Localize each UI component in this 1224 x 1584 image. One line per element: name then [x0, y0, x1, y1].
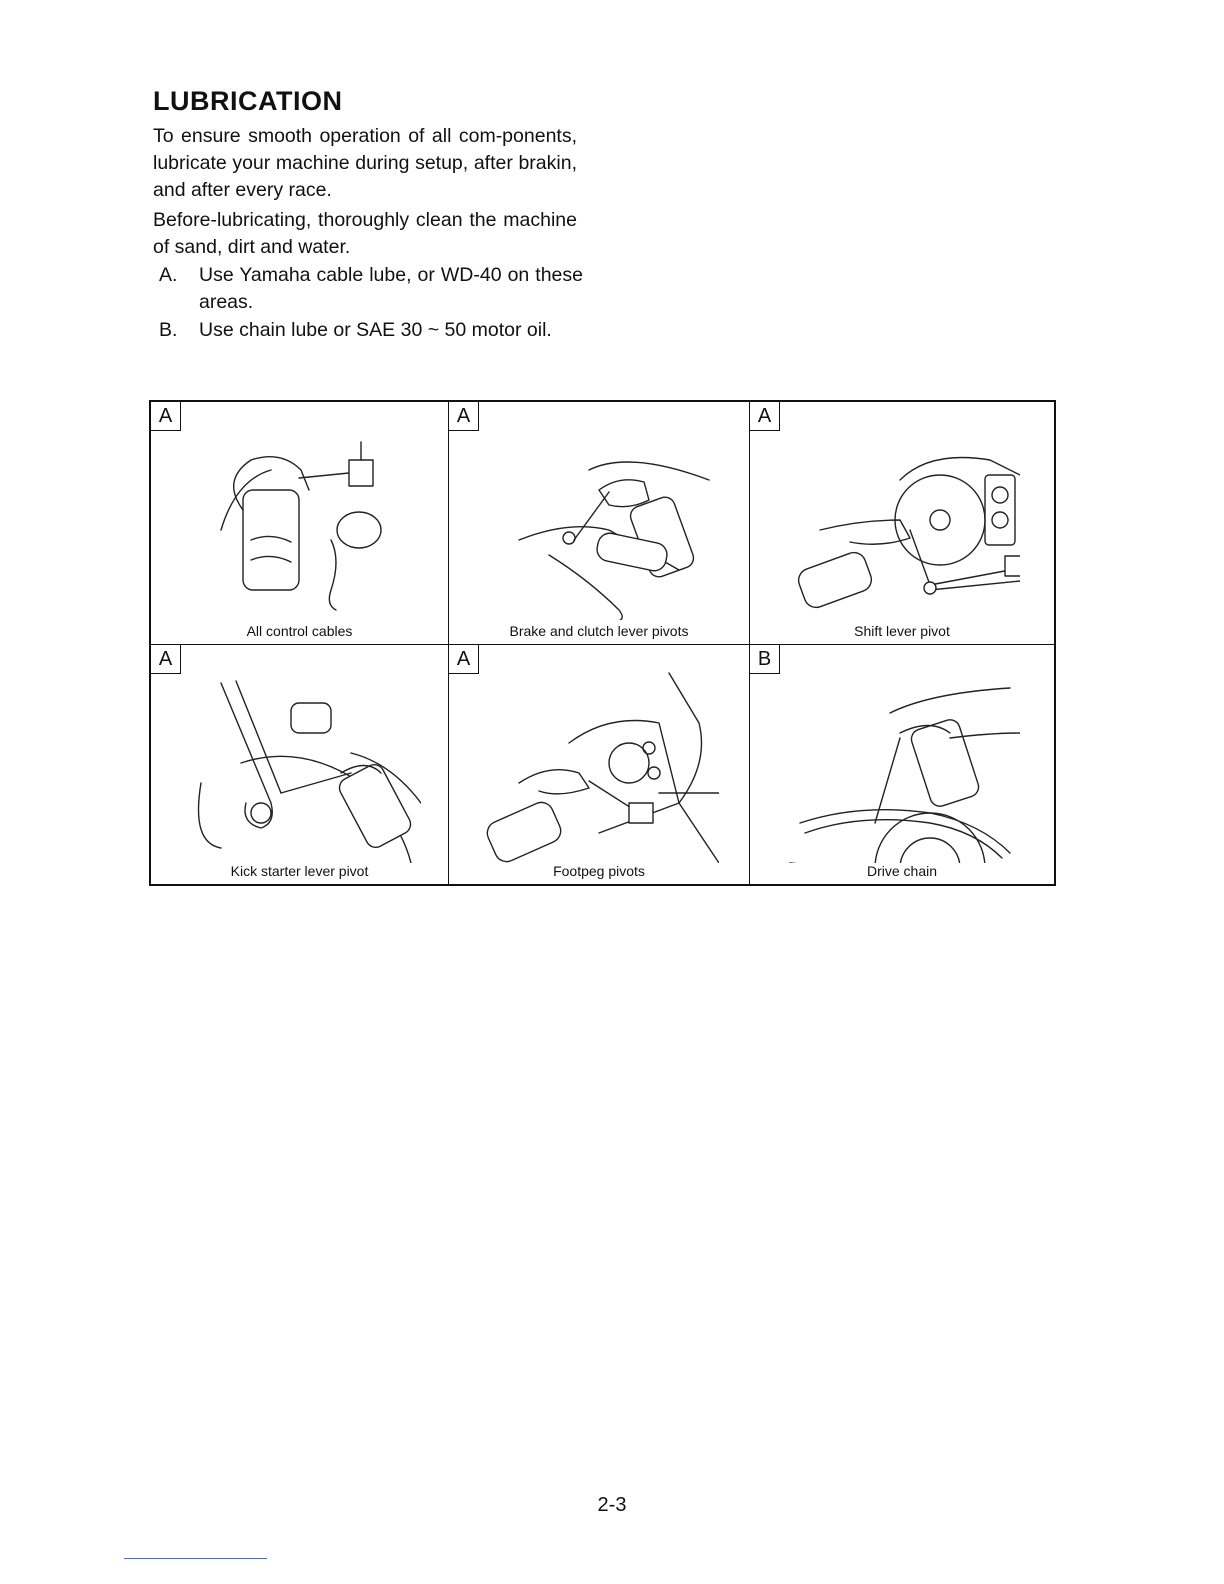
figure-caption: Shift lever pivot [854, 623, 950, 639]
page-number: 2-3 [597, 1494, 627, 1516]
figure-tag: A [449, 402, 479, 431]
figure-cell-kick-starter [151, 645, 449, 884]
list-text: Use chain lube or SAE 30 ~ 50 motor oil. [199, 319, 552, 341]
figure-cell-lever-pivots [449, 402, 750, 645]
list-marker: B. [159, 319, 178, 341]
figure-cell-drive-chain [750, 645, 1054, 884]
list-text: Use Yamaha cable lube, or WD-40 on these areas. [199, 264, 583, 313]
lubricant-list [153, 262, 583, 345]
figure-cell-footpeg [449, 645, 750, 884]
lubrication-figure-grid [149, 400, 1056, 886]
figure-caption: Drive chain [866, 863, 938, 879]
spray-kick-illustration [181, 663, 421, 863]
figure-tag: A [449, 645, 479, 674]
figure-tag: A [151, 402, 181, 431]
list-item [153, 262, 583, 316]
list-marker: A. [159, 264, 178, 286]
spray-footpeg-illustration [479, 663, 719, 863]
footer-rule [124, 1558, 267, 1559]
list-item [153, 317, 583, 344]
figure-caption: Kick starter lever pivot [230, 863, 369, 879]
figure-caption: All control cables [246, 623, 353, 639]
figure-cell-shift-lever [750, 402, 1054, 645]
page-title: LUBRICATION [153, 86, 343, 116]
cleaning-paragraph: Before-lubricating, thoroughly clean the machine of sand, dirt and water. [153, 209, 577, 258]
figure-caption: Brake and clutch lever pivots [509, 623, 689, 639]
figure-cell-control-cables [151, 402, 449, 645]
figure-tag: B [750, 645, 780, 674]
figure-tag: A [750, 402, 780, 431]
figure-caption: Footpeg pivots [553, 863, 645, 879]
spray-cable-illustration [181, 420, 421, 620]
spray-lever-illustration [479, 420, 719, 620]
spray-shift-illustration [780, 420, 1020, 620]
spray-chain-illustration [780, 663, 1020, 863]
intro-paragraph: To ensure smooth operation of all com-ponents, lubricate your machine during setup, after brakin, and after every race. [153, 125, 577, 201]
figure-tag: A [151, 645, 181, 674]
